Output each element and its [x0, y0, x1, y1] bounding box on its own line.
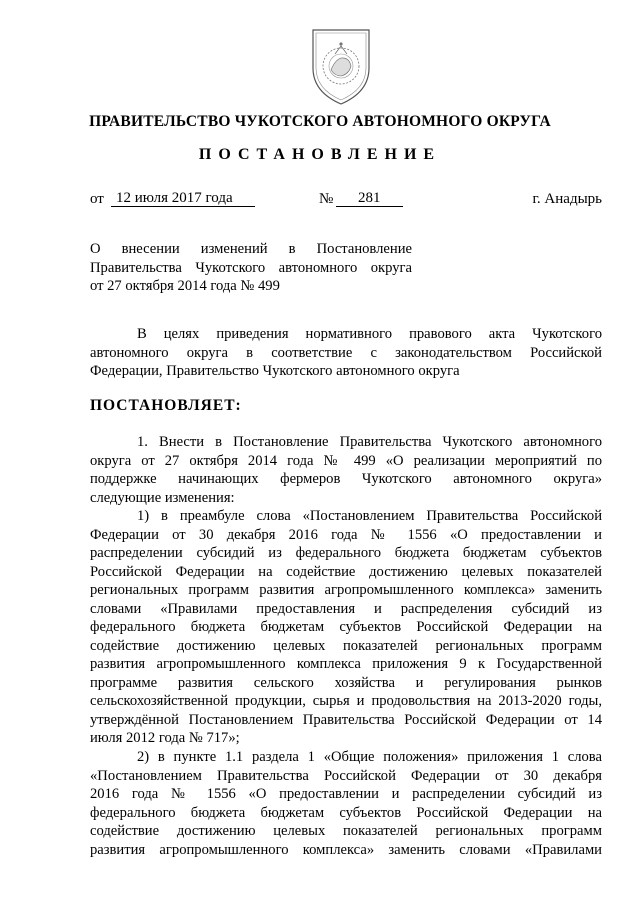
number-label: № [319, 191, 334, 207]
text-line: развития агропромышленного комплекса приложения 9 к Государственной [90, 656, 602, 672]
text-line: федерального бюджета бюджетам субъектов Российской Федерации на [90, 804, 602, 821]
document-city: г. Анадырь [532, 191, 602, 207]
text-line: программе развития сельского хозяйства и регулирования рынков [90, 674, 602, 691]
clause-1 [90, 433, 602, 507]
text-line: сельскохозяйственной продукции, сырья и продовольствия на 2013-2020 годы, [90, 693, 602, 709]
text-line: Российской Федерации на содействие достижению целевых показателей [90, 563, 602, 580]
subject-line: О внесении изменений в Постановление [90, 241, 412, 257]
text-line: «Постановлением Правительства Российской Федерации от 30 декабря [90, 767, 602, 784]
text-line: развития агропромышленного комплекса» заменить словами «Правилами [90, 841, 602, 858]
text-line: содействие достижению целевых показателей региональных программ [90, 823, 602, 839]
date-prefix: от [90, 191, 104, 207]
clause-1-2 [90, 748, 602, 859]
document-subject [90, 240, 412, 296]
document-type-title: ПОСТАНОВЛЕНИЕ [198, 146, 442, 163]
text-line: региональных программ развития агропромышленного комплекса» заменить [90, 582, 602, 598]
text-line: Федерации от 30 декабря 2016 года № 1556 «О предоставлении и [90, 526, 602, 543]
text-line: 1) в преамбуле слова «Постановлением Правительства Российской [137, 508, 602, 524]
text-line: федерального бюджета бюджетам субъектов Российской Федерации на [90, 619, 602, 635]
resolves-heading: ПОСТАНОВЛЯЕТ: [90, 397, 242, 414]
text-line: словами «Правилами предоставления и распределения субсидий из [90, 600, 602, 617]
text-line: содействие достижению целевых показателей региональных программ [90, 637, 602, 654]
text-line: В целях приведения нормативного правового акта Чукотского [137, 326, 602, 342]
subject-line: от 27 октября 2014 года № 499 [90, 278, 280, 294]
text-line: 2016 года № 1556 «О предоставлении и распределении субсидий из [90, 786, 602, 802]
text-line: следующие изменения: [90, 489, 235, 506]
document-date: 12 июля 2017 года [111, 191, 255, 207]
text-line: округа от 27 октября 2014 года № 499 «О реализации мероприятий по [90, 452, 602, 469]
text-line: поддержке начинающих фермеров Чукотского автономного округа» [90, 471, 602, 487]
document-meta [90, 191, 602, 211]
text-line: утверждённой Постановлением Правительства Российской Федерации от 14 [90, 711, 602, 728]
subject-line: Правительства Чукотского автономного округа [90, 259, 412, 276]
text-line: 1. Внести в Постановление Правительства Чукотского автономного [137, 434, 602, 450]
text-line: июля 2012 года № 717»; [90, 730, 240, 746]
text-line: автономного округа в соответствие с законодательством Российской [90, 344, 602, 361]
preamble [90, 325, 602, 381]
document-number: 281 [336, 191, 403, 207]
text-line: распределении субсидий из федерального бюджета бюджетам субъектов [90, 545, 602, 561]
government-title: ПРАВИТЕЛЬСТВО ЧУКОТСКОГО АВТОНОМНОГО ОКРУГА [89, 113, 551, 130]
coat-of-arms-icon [305, 24, 377, 108]
text-line: Федерации, Правительство Чукотского автономного округа [90, 363, 460, 379]
clause-1-1 [90, 507, 602, 748]
text-line: 2) в пункте 1.1 раздела 1 «Общие положения» приложения 1 слова [137, 749, 602, 765]
